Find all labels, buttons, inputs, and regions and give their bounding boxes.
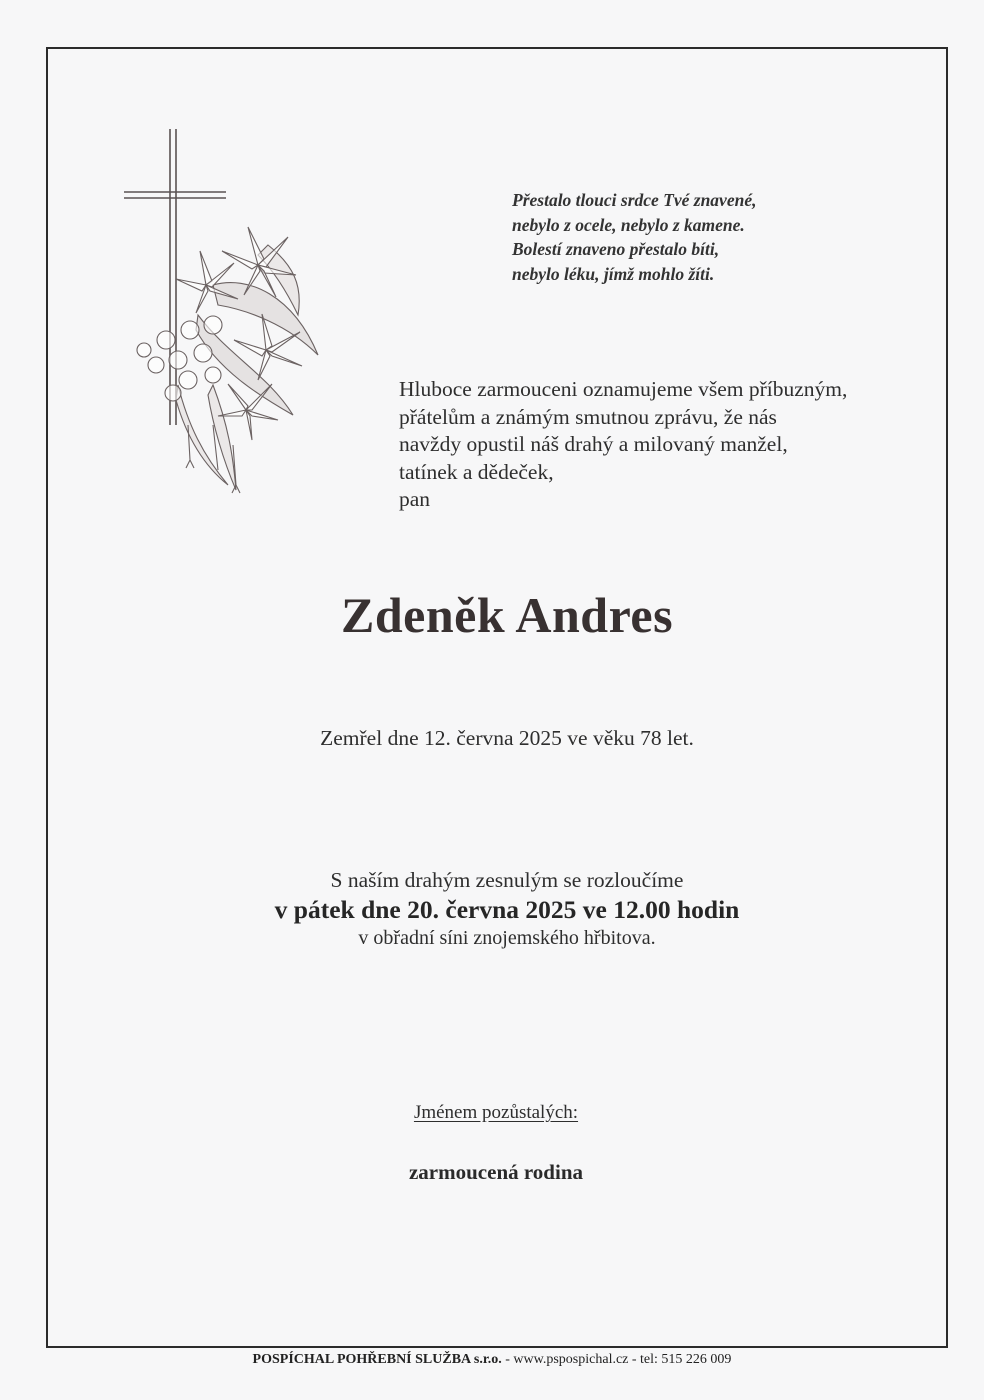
announcement-text bbox=[399, 376, 847, 514]
farewell-location: v obřadní síni znojemského hřbitova. bbox=[358, 927, 656, 949]
on-behalf-label bbox=[0, 1102, 984, 1124]
cross-with-lilies-icon bbox=[118, 125, 338, 505]
funeral-service-footer bbox=[0, 1352, 984, 1368]
deceased-name: Zdeněk Andres bbox=[340, 587, 674, 643]
death-date-line: Zemřel dne 12. června 2025 ve věku 78 let. bbox=[320, 726, 694, 750]
announcement-line: navždy opustil náš drahý a milovaný manžel, bbox=[399, 432, 788, 456]
announcement-line: tatínek a dědeček, bbox=[399, 459, 554, 484]
poem-line: nebylo léku, jímž mohlo žíti. bbox=[512, 263, 715, 284]
on-behalf-text: Jménem pozůstalých: bbox=[413, 1102, 579, 1123]
farewell-intro: S naším drahým zesnulým se rozloučíme bbox=[330, 868, 684, 892]
poem-line: Přestalo tlouci srdce Tvé znavené, bbox=[512, 190, 757, 210]
footer-contact: - www.pspospichal.cz - tel: 515 226 009 bbox=[501, 1352, 732, 1367]
family-signature: zarmoucená rodina bbox=[408, 1160, 584, 1184]
farewell-datetime: v pátek dne 20. června 2025 ve 12.00 hodin bbox=[274, 895, 740, 924]
poem-line: Bolestí znaveno přestalo bíti, bbox=[512, 239, 720, 259]
lily-bouquet-icon bbox=[137, 227, 318, 493]
farewell-block bbox=[0, 866, 984, 952]
memorial-poem bbox=[512, 188, 756, 286]
footer-firm-name: POSPÍCHAL POHŘEBNÍ SLUŽBA s.r.o. bbox=[252, 1352, 502, 1367]
poem-line: nebylo z ocele, nebylo z kamene. bbox=[512, 214, 745, 235]
announcement-line: Hluboce zarmouceni oznamujeme všem příbuzným, bbox=[399, 377, 848, 401]
announcement-line: přátelům a známým smutnou zprávu, že nás bbox=[399, 404, 777, 429]
announcement-line: pan bbox=[399, 487, 431, 511]
